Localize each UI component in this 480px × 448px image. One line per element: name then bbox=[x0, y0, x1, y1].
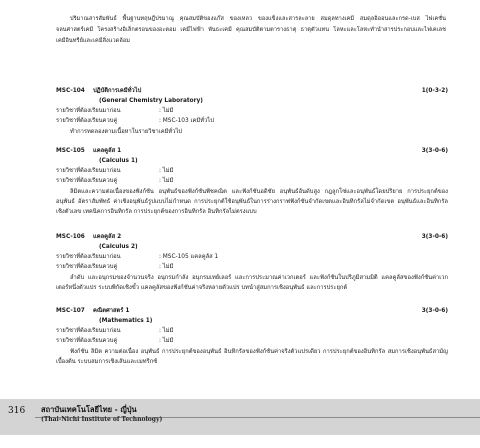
course-title-en: (Calculus 1) bbox=[99, 158, 138, 164]
course-credits: 3(3-0-6) bbox=[421, 234, 448, 240]
course-block bbox=[56, 306, 448, 367]
course-description: ลำดับ และอนุกรมของจำนวนจริง อนุกรมกำลัง อนุกรมเทย์เลอร์ และการประมาณค่าเวกเตอร์ และฟังก์ชันในปริภูมิสามมิติ แคลคูลัสของฟังก์ชันค่าเวกเตอร์หนึ่งตัวแปร ระบบพิกัดเชิงขั้ว แคลคูลัสของฟังก์ชันค่าจริงหลายตัวแปร บทนำสู่สมการเชิงอนุพันธ์ และการประยุกต์ bbox=[56, 275, 448, 291]
prereq-label: รายวิชาที่ต้องเรียนมาก่อน bbox=[56, 328, 121, 334]
coreq-label: รายวิชาที่ต้องเรียนควบคู่ bbox=[56, 178, 118, 184]
institute-name-en: (Thai-Nichi Institute of Technology) bbox=[41, 416, 163, 423]
coreq-label: รายวิชาที่ต้องเรียนควบคู่ bbox=[56, 338, 118, 344]
course-title: คณิตศาสตร์ 1 bbox=[93, 308, 130, 314]
prereq-label: รายวิชาที่ต้องเรียนมาก่อน bbox=[56, 254, 121, 260]
course-description: ฟังก์ชัน ลิมิต ความต่อเนื่อง อนุพันธ์ การประยุกต์ของอนุพันธ์ อินทิกรัลของฟังก์ชันค่าจริงตัวแปรเดียว การประยุกต์ของอินทิกรัล สมการเชิงอนุพันธ์สามัญเบื้องต้น ระบบสมการเชิงเส้นและเมทริกซ์ bbox=[56, 349, 448, 365]
course-credits: 3(3-0-6) bbox=[421, 308, 448, 314]
course-description: ทำการทดลองตามเนื้อหาในรายวิชาเคมีทั่วไป bbox=[70, 129, 183, 135]
coreq-value: : ไม่มี bbox=[159, 338, 174, 344]
coreq-label: รายวิชาที่ต้องเรียนควบคู่ bbox=[56, 264, 118, 270]
course-title: แคลคูลัส 1 bbox=[93, 148, 122, 154]
prereq-value: : ไม่มี bbox=[159, 108, 174, 114]
course-code: MSC-104 bbox=[56, 88, 85, 94]
institute-name-th: สถาบันเทคโนโลยีไทย - ญี่ปุ่น bbox=[41, 405, 137, 414]
prereq-value: : ไม่มี bbox=[159, 328, 174, 334]
course-code: MSC-107 bbox=[56, 308, 85, 314]
course-title-en: (General Chemistry Laboratory) bbox=[99, 98, 203, 104]
prereq-label: รายวิชาที่ต้องเรียนมาก่อน bbox=[56, 168, 121, 174]
course-title-en: (Calculus 2) bbox=[99, 244, 138, 250]
course-title-en: (Mathematics 1) bbox=[99, 318, 153, 324]
course-code: MSC-106 bbox=[56, 234, 85, 240]
prereq-value: : ไม่มี bbox=[159, 168, 174, 174]
course-description: ลิมิตและความต่อเนื่องของฟังก์ชัน อนุพันธ์ของฟังก์ชันพีชคณิต และฟังก์ชันอดิชัย อนุพันธ์อันดับสูง กฎลูกโซ่และอนุพันธ์โดยปริยาย การประยุกต์ของอนุพันธ์ อัตราสัมพัทธ์ ค่าเชิงอนุพันธ์รูปแบบไม่กำหนด การประยุกต์ใช้อนุพันธ์ในการร่างกราฟฟังก์ชันจำกัดเขตและอินทิกรัลไม่จำกัดเขต อนุพันธ์และอินทิกรัลเชิงตัวเลข เทคนิคการอินทิกรัล การประยุกต์ของการอินทิกรัล อินทิกรัลไม่ตรงแบบ bbox=[56, 189, 448, 215]
coreq-value: : ไม่มี bbox=[159, 178, 174, 184]
coreq-value: : MSC-103 เคมีทั่วไป bbox=[159, 118, 214, 124]
coreq-value: : ไม่มี bbox=[159, 264, 174, 270]
course-code: MSC-105 bbox=[56, 148, 85, 154]
course-title: แคลคูลัส 2 bbox=[93, 234, 122, 240]
course-block bbox=[56, 86, 448, 137]
course-credits: 1(0-3-2) bbox=[421, 88, 448, 94]
course-block bbox=[56, 232, 448, 293]
course-title: ปฏิบัติการเคมีทั่วไป bbox=[93, 88, 142, 94]
page-number: 316 bbox=[8, 406, 26, 416]
prereq-label: รายวิชาที่ต้องเรียนมาก่อน bbox=[56, 108, 121, 114]
course-block bbox=[56, 146, 448, 217]
coreq-label: รายวิชาที่ต้องเรียนควบคู่ bbox=[56, 118, 118, 124]
course-credits: 3(3-0-6) bbox=[421, 148, 448, 154]
prereq-value: : MSC-105 แคลคูลัส 1 bbox=[159, 254, 219, 260]
intro-paragraph: ปริมาณสารสัมพันธ์ พื้นฐานทฤษฎีปรมาณู คุณสมบัติของแก๊ส ของเหลว ของแข็งและสารละลาย สมดุลทางเคมี สมดุลอิออนและกรด-เบส ไฟเคชั่น จลนศาสตร์เคมี โครงสร้างอิเล็กตรอนของอะตอม เคมีไฟฟ้า พันธะเคมี คุณสมบัติตามตารางธาตุ ธาตุตัวแทน โลหะและโลหะทำนำสารประกอบและไฟเคเลช เคมีอินทรีย์และเคมีสิ่งแวดล้อม bbox=[56, 16, 446, 44]
